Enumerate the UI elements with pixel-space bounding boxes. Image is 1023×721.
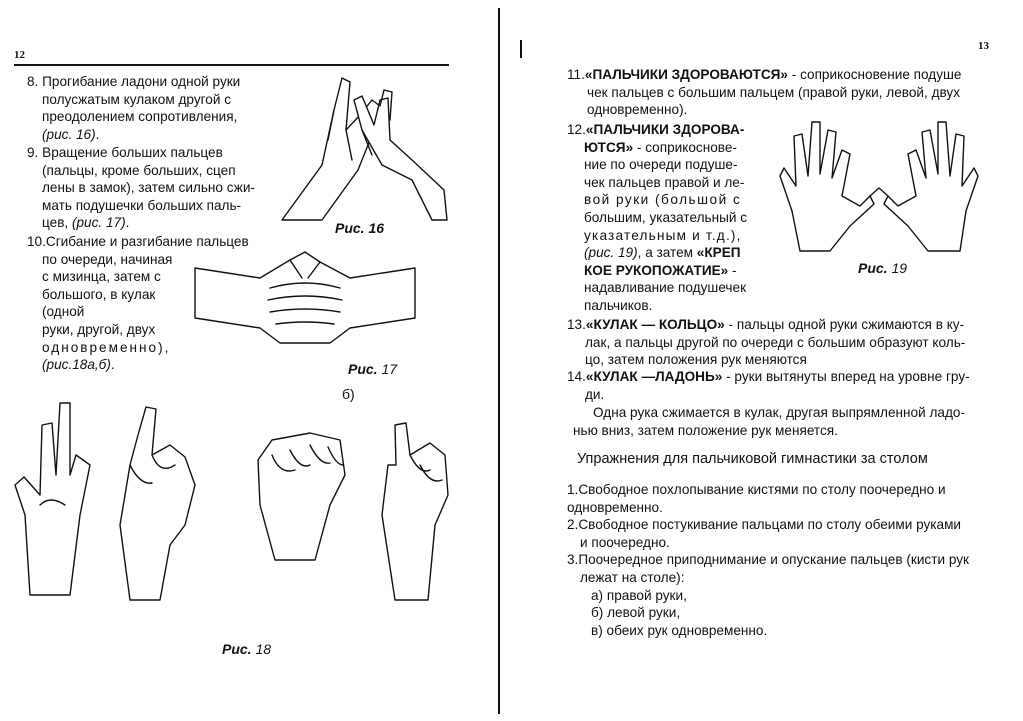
text-line: руки, другой, двух [42, 321, 156, 337]
text-line: (пальцы, кроме больших, сцеп [42, 162, 236, 178]
text-line: ЮТСЯ» - соприкоснове- [584, 139, 737, 155]
text-line: с мизинца, затем с [42, 269, 161, 285]
text-line: лежат на столе): [580, 569, 685, 585]
text-line: (одной [42, 304, 85, 320]
text-line: по очереди, начиная [42, 251, 173, 267]
text-line: пальчиков. [584, 297, 653, 313]
text-line: Одна рука сжимается в кулак, другая выпрямленной ладо- [593, 405, 965, 420]
text-line: (рис. 19), а затем «КРЕП [584, 245, 741, 261]
figure-18-illustration [10, 395, 450, 605]
exercise-12 [567, 121, 747, 315]
text-line: нью вниз, затем положение рук меняется. [573, 422, 838, 438]
text-line: цев, (рис. 17). [42, 215, 130, 231]
text-line: одновременно). [587, 102, 688, 118]
text-line: 11.«ПАЛЬЧИКИ ЗДОРОВАЮТСЯ» - соприкосновение подуше [567, 67, 962, 82]
section-title: Упражнения для пальчиковой гимнастики за столом [577, 451, 928, 467]
exercise-14 [567, 368, 970, 403]
figure-16-illustration [262, 70, 452, 230]
text-line: вой руки (большой с [584, 192, 742, 208]
text-line: а) правой руки, [591, 587, 687, 603]
text-line: ние по очереди подуше- [584, 157, 738, 173]
text-line: и поочередно. [580, 534, 670, 550]
text-line: 13.«КУЛАК — КОЛЬЦО» - пальцы одной руки сжимаются в ку- [567, 317, 965, 332]
text-line: указательным и т.д.), [584, 227, 742, 243]
page-divider [498, 8, 500, 714]
text-line: одновременно. [567, 499, 663, 515]
text-line: 9. Вращение больших пальцев [27, 145, 223, 160]
exercise-14-continued [567, 404, 965, 439]
text-line: 12.«ПАЛЬЧИКИ ЗДОРОВА- [567, 122, 745, 137]
text-line: цо, затем положения рук меняются [585, 352, 807, 368]
text-line: полусжатым кулаком другой с [42, 91, 232, 107]
text-line: лак, а пальцы другой по очереди с большим образуют коль- [585, 334, 966, 350]
text-line: 14.«КУЛАК —ЛАДОНЬ» - руки вытянуты вперед на уровне гру- [567, 369, 970, 384]
figure-17-illustration [190, 248, 420, 358]
text-line: 3.Поочередное приподнимание и опускание пальцев (кисти рук [567, 552, 969, 568]
text-line: мать подушечки больших паль- [42, 197, 242, 213]
text-line: (рис. 16). [42, 126, 100, 142]
exercise-9 [27, 144, 255, 232]
text-line: чек пальцев с большим пальцем (правой руки, левой, двух [587, 84, 961, 100]
page-number-left: 12 [14, 49, 25, 61]
text-line: 1.Свободное похлопывание кистями по столу поочередно и [567, 482, 946, 497]
exercise-13 [567, 316, 965, 369]
text-line: (рис.18а,б). [42, 357, 115, 373]
figure-19-illustration [770, 116, 985, 256]
text-line: одновременно), [42, 339, 171, 355]
text-line: ди. [585, 386, 605, 402]
text-line: большим, указательный с [584, 209, 748, 225]
text-line: чек пальцев правой и ле- [584, 174, 745, 190]
exercise-11 [567, 66, 962, 119]
figure-17-caption: Рис. 17 [348, 361, 398, 377]
page-number-right: 13 [978, 40, 989, 52]
text-line: лены в замок), затем сильно сжи- [42, 180, 255, 196]
exercise-8 [27, 73, 240, 143]
header-rule-left [14, 64, 449, 66]
text-line: в) обеих рук одновременно. [591, 622, 768, 638]
figure-16-caption: Рис. 16 [335, 220, 385, 236]
margin-mark [520, 40, 522, 58]
text-line: 2.Свободное постукивание пальцами по столу обеими руками [567, 517, 962, 533]
text-line: КОЕ РУКОПОЖАТИЕ» - [584, 262, 737, 278]
text-line: большого, в кулак [42, 286, 156, 302]
table-exercises [567, 481, 969, 639]
text-line: 10.Сгибание и разгибание пальцев [27, 234, 249, 249]
figure-18b-label: б) [342, 386, 355, 402]
text-line: 8. Прогибание ладони одной руки [27, 74, 241, 89]
text-line: б) левой руки, [591, 605, 681, 621]
text-line: преодолением сопротивления, [42, 109, 238, 125]
figure-19-caption: Рис. 19 [858, 260, 908, 276]
figure-18-caption: Рис. 18 [222, 641, 272, 657]
text-line: надавливание подушечек [584, 280, 747, 296]
